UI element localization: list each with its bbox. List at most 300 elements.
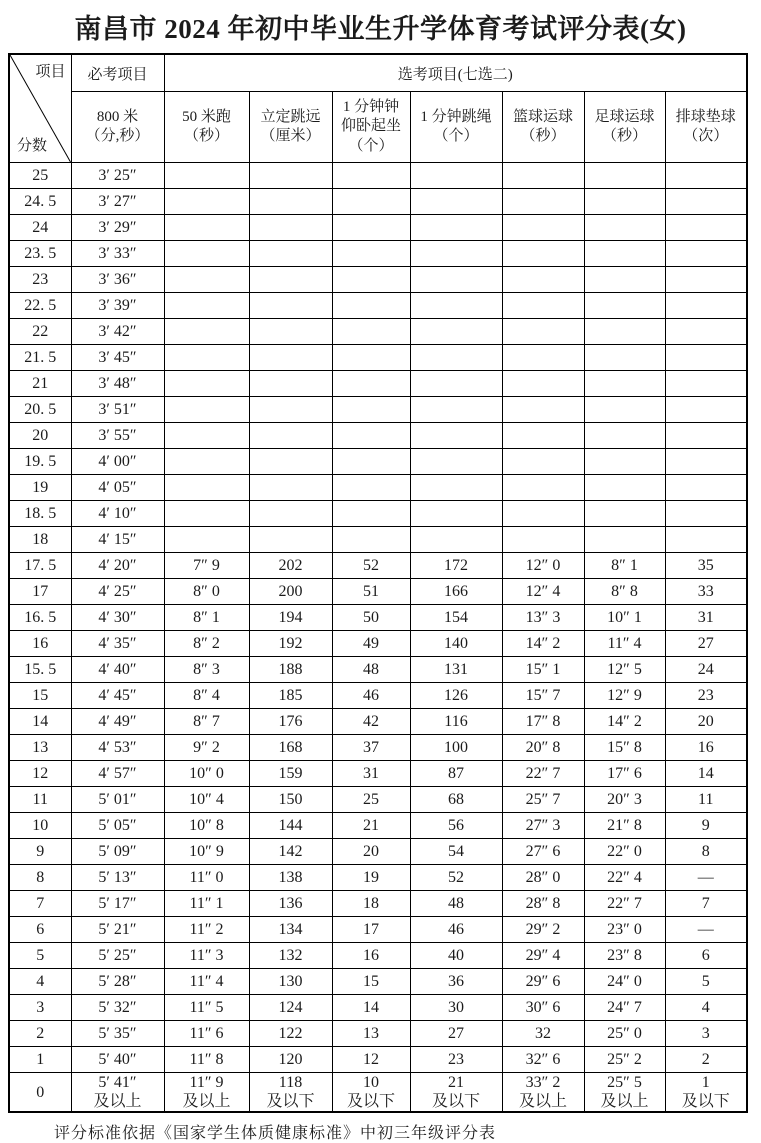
value-cell [410,163,502,189]
score-cell: 17 [9,579,71,605]
value-cell [410,319,502,345]
value-cell: 144 [249,813,332,839]
score-cell: 23. 5 [9,241,71,267]
value-cell [249,163,332,189]
value-cell [502,475,584,501]
score-cell: 2 [9,1021,71,1047]
value-cell: 159 [249,761,332,787]
value-cell: 3′ 29″ [71,215,164,241]
score-cell: 1 [9,1047,71,1073]
value-cell: 28″ 8 [502,891,584,917]
score-cell: 16. 5 [9,605,71,631]
value-cell: 87 [410,761,502,787]
table-row [9,1021,747,1047]
table-row [9,683,747,709]
score-cell: 20. 5 [9,397,71,423]
value-cell [164,319,249,345]
value-cell [584,475,665,501]
value-cell [164,293,249,319]
value-cell: 15″ 1 [502,657,584,683]
value-cell: 12″ 4 [502,579,584,605]
value-cell: 42 [332,709,410,735]
value-cell: 12″ 0 [502,553,584,579]
value-cell: 8″ 8 [584,579,665,605]
score-cell: 12 [9,761,71,787]
value-cell: 4′ 35″ [71,631,164,657]
value-cell: 192 [249,631,332,657]
table-row [9,215,747,241]
value-cell: 29″ 6 [502,969,584,995]
value-cell: 9 [665,813,747,839]
value-cell: 132 [249,943,332,969]
value-cell: 131 [410,657,502,683]
table-row [9,293,747,319]
value-cell: 116 [410,709,502,735]
value-cell: 200 [249,579,332,605]
value-cell [665,371,747,397]
value-cell: 10″ 8 [164,813,249,839]
score-cell: 0 [9,1073,71,1113]
value-cell [332,371,410,397]
value-cell [502,241,584,267]
value-cell [665,163,747,189]
value-cell: 20″ 3 [584,787,665,813]
value-cell [249,449,332,475]
table-row [9,475,747,501]
value-cell: 2 [665,1047,747,1073]
column-header: 足球运球 （秒） [584,92,665,163]
value-cell: 33″ 2 及以上 [502,1073,584,1113]
value-cell: 11″ 4 [584,631,665,657]
value-cell [164,163,249,189]
table-row [9,605,747,631]
value-cell [584,527,665,553]
value-cell [332,215,410,241]
value-cell [410,423,502,449]
value-cell [332,475,410,501]
value-cell: 4′ 05″ [71,475,164,501]
value-cell: 15 [332,969,410,995]
value-cell: 24″ 0 [584,969,665,995]
table-row [9,865,747,891]
value-cell: 56 [410,813,502,839]
value-cell [665,449,747,475]
value-cell: 3′ 39″ [71,293,164,319]
value-cell: 22″ 0 [584,839,665,865]
value-cell [332,501,410,527]
value-cell: 5′ 09″ [71,839,164,865]
value-cell [502,397,584,423]
value-cell [332,267,410,293]
score-cell: 15 [9,683,71,709]
value-cell: 9″ 2 [164,735,249,761]
table-row [9,501,747,527]
value-cell [164,501,249,527]
value-cell [665,319,747,345]
value-cell: 3′ 25″ [71,163,164,189]
value-cell [410,215,502,241]
score-cell: 4 [9,969,71,995]
score-cell: 22. 5 [9,293,71,319]
value-cell: 27 [410,1021,502,1047]
value-cell [502,449,584,475]
value-cell: 10 及以下 [332,1073,410,1113]
table-row [9,995,747,1021]
optional-items-header: 选考项目(七选二) [164,54,747,92]
table-row [9,579,747,605]
table-row [9,397,747,423]
table-row [9,969,747,995]
value-cell: 4′ 20″ [71,553,164,579]
value-cell: 4′ 40″ [71,657,164,683]
value-cell [665,397,747,423]
value-cell: 11 [665,787,747,813]
value-cell: 126 [410,683,502,709]
value-cell: 13 [332,1021,410,1047]
value-cell: 3′ 33″ [71,241,164,267]
value-cell: 3′ 36″ [71,267,164,293]
value-cell [249,267,332,293]
table-row [9,917,747,943]
value-cell: 31 [332,761,410,787]
value-cell [249,215,332,241]
value-cell [665,475,747,501]
value-cell [410,267,502,293]
value-cell: 50 [332,605,410,631]
value-cell: 11″ 4 [164,969,249,995]
table-row [9,787,747,813]
value-cell: 29″ 2 [502,917,584,943]
value-cell: 16 [332,943,410,969]
value-cell: 4′ 53″ [71,735,164,761]
value-cell: 19 [332,865,410,891]
value-cell: 25″ 0 [584,1021,665,1047]
value-cell: 3′ 27″ [71,189,164,215]
value-cell: 25″ 5 及以上 [584,1073,665,1113]
value-cell: 154 [410,605,502,631]
value-cell [332,189,410,215]
corner-label-item: 项目 [35,64,66,80]
required-items-header: 必考项目 [71,54,164,92]
value-cell: 25 [332,787,410,813]
column-header: 排球垫球 （次） [665,92,747,163]
page-title: 南昌市 2024 年初中毕业生升学体育考试评分表(女) [74,14,687,44]
value-cell: 14 [665,761,747,787]
corner-label-score: 分数 [17,138,48,154]
column-header: 1 分钟跳绳 （个） [410,92,502,163]
value-cell: 5′ 21″ [71,917,164,943]
score-cell: 11 [9,787,71,813]
table-row [9,657,747,683]
value-cell: 11″ 5 [164,995,249,1021]
value-cell [410,345,502,371]
value-cell [584,267,665,293]
value-cell [249,475,332,501]
value-cell [164,397,249,423]
value-cell: 21 及以下 [410,1073,502,1113]
value-cell: 51 [332,579,410,605]
value-cell [665,345,747,371]
value-cell [502,215,584,241]
value-cell: 134 [249,917,332,943]
value-cell: 100 [410,735,502,761]
value-cell [584,163,665,189]
value-cell: 10″ 4 [164,787,249,813]
value-cell: 4′ 00″ [71,449,164,475]
value-cell: 14″ 2 [502,631,584,657]
value-cell: 23″ 8 [584,943,665,969]
value-cell: 30 [410,995,502,1021]
value-cell: 4′ 57″ [71,761,164,787]
value-cell: 5′ 40″ [71,1047,164,1073]
value-cell [665,527,747,553]
value-cell [665,267,747,293]
value-cell [332,527,410,553]
value-cell: 17 [332,917,410,943]
value-cell [410,527,502,553]
footer-note: 评分标准依据《国家学生体质健康标准》中初三年级评分表 [54,1125,497,1143]
value-cell: — [665,917,747,943]
value-cell [584,215,665,241]
value-cell [332,397,410,423]
value-cell: 28″ 0 [502,865,584,891]
value-cell: 20″ 8 [502,735,584,761]
value-cell [665,189,747,215]
value-cell: 202 [249,553,332,579]
value-cell [410,189,502,215]
value-cell: 3′ 45″ [71,345,164,371]
value-cell: 138 [249,865,332,891]
value-cell [249,189,332,215]
value-cell [665,241,747,267]
column-header: 篮球运球 （秒） [502,92,584,163]
value-cell [164,475,249,501]
value-cell: 25″ 7 [502,787,584,813]
table-row [9,527,747,553]
score-cell: 24. 5 [9,189,71,215]
value-cell: 8″ 1 [584,553,665,579]
value-cell [249,423,332,449]
value-cell [249,293,332,319]
value-cell [332,319,410,345]
value-cell [584,371,665,397]
value-cell [584,397,665,423]
score-cell: 18 [9,527,71,553]
value-cell: 15″ 8 [584,735,665,761]
value-cell [164,449,249,475]
value-cell: 11″ 1 [164,891,249,917]
value-cell: 14 [332,995,410,1021]
table-row [9,813,747,839]
value-cell: 20 [332,839,410,865]
value-cell: 11″ 3 [164,943,249,969]
value-cell: 4′ 25″ [71,579,164,605]
value-cell [410,241,502,267]
table-row [9,319,747,345]
value-cell: 176 [249,709,332,735]
value-cell [249,241,332,267]
score-cell: 5 [9,943,71,969]
value-cell: 17″ 6 [584,761,665,787]
value-cell: 3 [665,1021,747,1047]
value-cell: 8″ 1 [164,605,249,631]
value-cell: 8″ 7 [164,709,249,735]
value-cell [584,189,665,215]
value-cell: 5′ 05″ [71,813,164,839]
value-cell: 150 [249,787,332,813]
table-row [9,761,747,787]
corner-cell [9,54,71,163]
value-cell: 48 [410,891,502,917]
value-cell: 22″ 4 [584,865,665,891]
value-cell: 33 [665,579,747,605]
table-row [9,371,747,397]
value-cell [502,163,584,189]
value-cell: 140 [410,631,502,657]
score-cell: 14 [9,709,71,735]
table-row [9,241,747,267]
table-row [9,423,747,449]
value-cell: 172 [410,553,502,579]
value-cell: 21 [332,813,410,839]
value-cell: — [665,865,747,891]
value-cell: 15″ 7 [502,683,584,709]
score-cell: 19. 5 [9,449,71,475]
value-cell: 4′ 15″ [71,527,164,553]
value-cell [332,293,410,319]
value-cell: 8″ 3 [164,657,249,683]
value-cell: 5′ 41″ 及以上 [71,1073,164,1113]
value-cell [584,293,665,319]
value-cell [164,189,249,215]
value-cell: 30″ 6 [502,995,584,1021]
value-cell: 11″ 8 [164,1047,249,1073]
value-cell: 4 [665,995,747,1021]
value-cell: 32 [502,1021,584,1047]
value-cell [164,267,249,293]
value-cell: 5′ 25″ [71,943,164,969]
value-cell: 25″ 2 [584,1047,665,1073]
value-cell: 4′ 10″ [71,501,164,527]
value-cell [249,527,332,553]
value-cell: 6 [665,943,747,969]
value-cell: 27 [665,631,747,657]
table-row [9,553,747,579]
value-cell [584,319,665,345]
value-cell [502,293,584,319]
value-cell [249,319,332,345]
value-cell: 4′ 45″ [71,683,164,709]
value-cell: 12 [332,1047,410,1073]
value-cell: 1 及以下 [665,1073,747,1113]
value-cell: 29″ 4 [502,943,584,969]
value-cell: 54 [410,839,502,865]
value-cell: 5′ 28″ [71,969,164,995]
value-cell: 3′ 55″ [71,423,164,449]
value-cell: 5′ 17″ [71,891,164,917]
value-cell: 32″ 6 [502,1047,584,1073]
value-cell: 10″ 0 [164,761,249,787]
value-cell: 46 [410,917,502,943]
value-cell: 46 [332,683,410,709]
value-cell: 136 [249,891,332,917]
value-cell: 13″ 3 [502,605,584,631]
table-row [9,1073,747,1113]
score-cell: 20 [9,423,71,449]
value-cell: 12″ 9 [584,683,665,709]
value-cell [410,501,502,527]
score-cell: 7 [9,891,71,917]
value-cell [410,397,502,423]
value-cell: 22″ 7 [584,891,665,917]
value-cell [332,241,410,267]
value-cell [584,423,665,449]
value-cell: 166 [410,579,502,605]
value-cell: 20 [665,709,747,735]
table-row [9,943,747,969]
value-cell: 168 [249,735,332,761]
value-cell: 5 [665,969,747,995]
value-cell [502,501,584,527]
table-row [9,267,747,293]
value-cell [164,345,249,371]
value-cell: 18 [332,891,410,917]
value-cell: 3′ 48″ [71,371,164,397]
value-cell [410,293,502,319]
value-cell: 23 [410,1047,502,1073]
value-cell: 11″ 6 [164,1021,249,1047]
value-cell: 11″ 0 [164,865,249,891]
table-row [9,891,747,917]
value-cell: 188 [249,657,332,683]
value-cell: 36 [410,969,502,995]
value-cell: 17″ 8 [502,709,584,735]
value-cell [665,501,747,527]
value-cell [584,241,665,267]
value-cell [502,189,584,215]
value-cell: 5′ 35″ [71,1021,164,1047]
value-cell [164,371,249,397]
value-cell: 4′ 30″ [71,605,164,631]
column-header: 50 米跑 （秒） [164,92,249,163]
table-row [9,709,747,735]
table-row [9,449,747,475]
value-cell [164,423,249,449]
value-cell: 3′ 42″ [71,319,164,345]
score-cell: 21 [9,371,71,397]
column-header: 立定跳远 （厘米） [249,92,332,163]
table-row [9,1047,747,1073]
value-cell: 11″ 2 [164,917,249,943]
score-cell: 8 [9,865,71,891]
score-cell: 3 [9,995,71,1021]
value-cell [502,527,584,553]
value-cell: 21″ 8 [584,813,665,839]
value-cell [332,423,410,449]
value-cell: 122 [249,1021,332,1047]
value-cell: 130 [249,969,332,995]
value-cell: 16 [665,735,747,761]
value-cell: 194 [249,605,332,631]
value-cell: 23″ 0 [584,917,665,943]
value-cell: 8″ 0 [164,579,249,605]
table-row [9,631,747,657]
score-cell: 10 [9,813,71,839]
value-cell [410,475,502,501]
value-cell [249,501,332,527]
score-cell: 13 [9,735,71,761]
value-cell [665,423,747,449]
